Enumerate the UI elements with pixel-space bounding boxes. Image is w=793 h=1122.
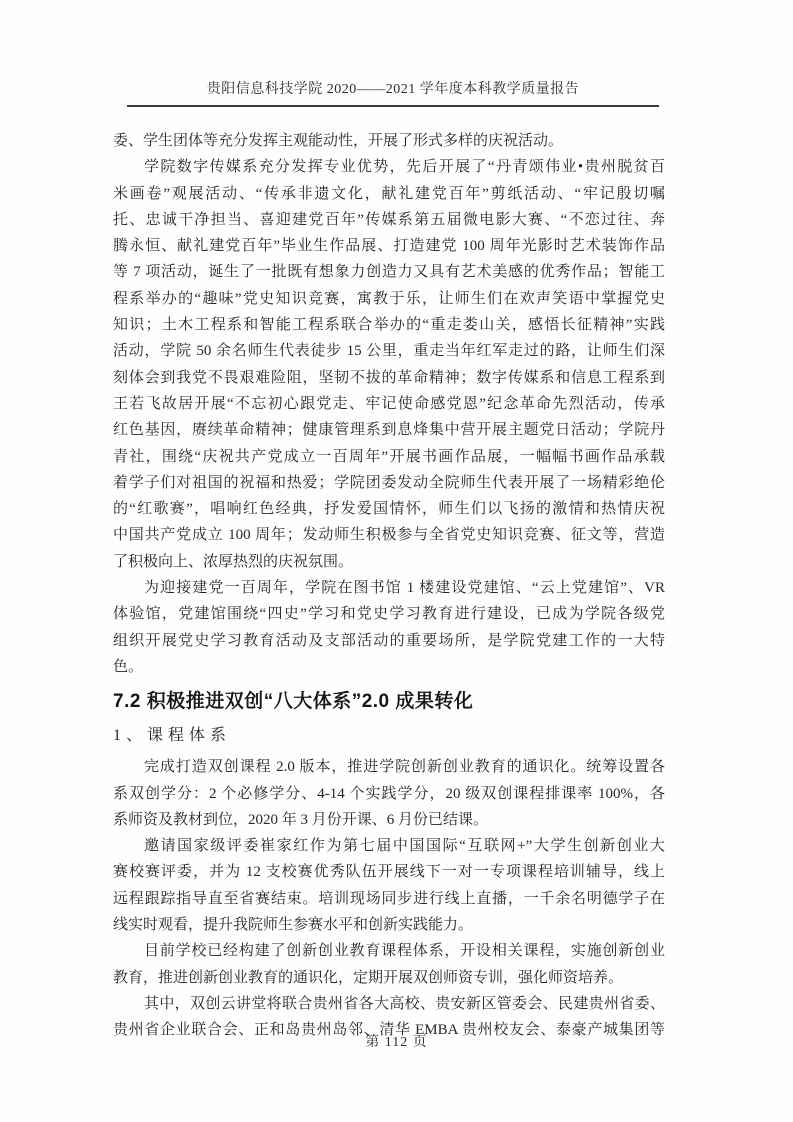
text-line: 其中，双创云讲堂将联合贵州省各大高校、贵安新区管委会、民建贵州省委、 <box>144 995 665 1012</box>
text-line: 王若飞故居开展“不忘初心跟党走、牢记使命感党恩”纪念革命先烈活动，传承 <box>113 395 665 412</box>
document-body <box>113 128 665 1044</box>
text-line: 学院数字传媒系充分发挥专业优势，先后开展了“丹青颂伟业•贵州脱贫百 <box>144 159 665 176</box>
text-line: 贵州省企业联合会、正和岛贵州岛邻、清华 EMBA 贵州校友会、泰豪产城集团等 <box>113 1022 665 1039</box>
paragraph <box>113 128 665 154</box>
running-header-title: 贵阳信息科技学院 2020——2021 学年度本科教学质量报告 <box>206 82 580 97</box>
text-line: 系师资及教材到位，2020 年 3 月份开课、6 月份已结课。 <box>113 811 489 828</box>
paragraph <box>113 154 665 575</box>
text-line: 目前学校已经构建了创新创业教育课程体系，开设相关课程，实施创新创业 <box>144 943 665 960</box>
paragraph-block-bottom <box>113 754 665 1043</box>
text-line: 体验馆，党建馆围绕“四史”学习和党史学习教育进行建设，已成为学院各级党 <box>113 606 665 623</box>
subsection-heading-course-system: 1、课程体系 <box>113 727 232 745</box>
page-number: 第 112 页 <box>365 1035 428 1050</box>
text-line: 刻体会到我党不畏艰难险阻，坚韧不拔的革命精神；数字传媒系和信息工程系到 <box>113 369 665 386</box>
text-line: 程系举办的“趣味”党史知识竞赛，寓教于乐，让师生们在欢声笑语中掌握党史 <box>113 290 665 307</box>
paragraph-block-top <box>113 128 665 680</box>
page-footer <box>0 1031 793 1051</box>
text-line: 邀请国家级评委崔家红作为第七届中国国际“互联网+”大学生创新创业大 <box>144 838 665 855</box>
text-line: 青社，围绕“庆祝共产党成立一百周年”开展书画作品展，一幅幅书画作品承载 <box>113 448 665 465</box>
text-line: 腾永恒、献礼建党百年”毕业生作品展、打造建党 100 周年光影时艺术装饰作品 <box>113 238 665 255</box>
text-line: 为迎接建党一百周年，学院在图书馆 1 楼建设党建馆、“云上党建馆”、VR <box>144 580 665 597</box>
paragraph <box>113 754 665 833</box>
text-line: 中国共产党成立 100 周年；发动师生积极参与全省党史知识竞赛、征文等，营造 <box>113 527 665 544</box>
text-line: 托、忠诚干净担当、喜迎建党百年”传媒系第五届微电影大赛、“不恋过往、奔 <box>113 211 665 228</box>
text-line: 远程跟踪指导直至省赛结束。培训现场同步进行线上直播，一千余名明德学子在 <box>113 890 665 907</box>
text-line: 的“红歌赛”，唱响红色经典，抒发爱国情怀，师生们以飞扬的激情和热情庆祝 <box>113 501 665 518</box>
text-line: 了积极向上、浓厚热烈的庆祝氛围。 <box>113 553 354 570</box>
text-line: 米画卷”观展活动、“传承非遗文化，献礼建党百年”剪纸活动、“牢记殷切嘱 <box>113 185 665 202</box>
text-line: 着学子们对祖国的祝福和热爱；学院团委发动全院师生代表开展了一场精彩绝伦 <box>113 474 665 491</box>
text-line: 赛校赛评委，并为 12 支校赛优秀队伍开展线下一对一专项课程培训辅导，线上 <box>113 864 665 881</box>
text-line: 教育，推进创新创业教育的通识化，定期开展双创师资专训，强化师资培养。 <box>113 969 624 986</box>
text-line: 组织开展党史学习教育活动及支部活动的重要场所，是学院党建工作的一大特 <box>113 632 665 649</box>
text-line: 系双创学分：2 个必修学分、4-14 个实践学分，20 级双创课程排课率 100%，各 <box>113 785 665 802</box>
paragraph <box>113 575 665 680</box>
text-line: 完成打造双创课程 2.0 版本，推进学院创新创业教育的通识化。统筹设置各 <box>144 759 665 776</box>
text-line: 红色基因，赓续革命精神；健康管理系到息烽集中营开展主题党日活动；学院丹 <box>113 422 665 439</box>
text-line: 活动，学院 50 余名师生代表徒步 15 公里，重走当年红军走过的路，让师生们深 <box>113 343 665 360</box>
paragraph <box>113 938 665 991</box>
text-line: 知识；土木工程系和智能工程系联合举办的“重走娄山关，感悟长征精神”实践 <box>113 317 665 334</box>
paragraph <box>113 833 665 938</box>
running-header <box>127 78 659 107</box>
text-line: 委、学生团体等充分发挥主观能动性，开展了形式多样的庆祝活动。 <box>113 133 564 149</box>
text-line: 线实时观看，提升我院师生参赛水平和创新实践能力。 <box>113 917 474 934</box>
text-line: 等 7 项活动，诞生了一批既有想象力创造力又具有艺术美感的优秀作品；智能工 <box>113 264 665 281</box>
text-line: 色。 <box>113 658 144 675</box>
section-heading-7-2: 7.2 积极推进双创“八大体系”2.0 成果转化 <box>113 691 474 713</box>
